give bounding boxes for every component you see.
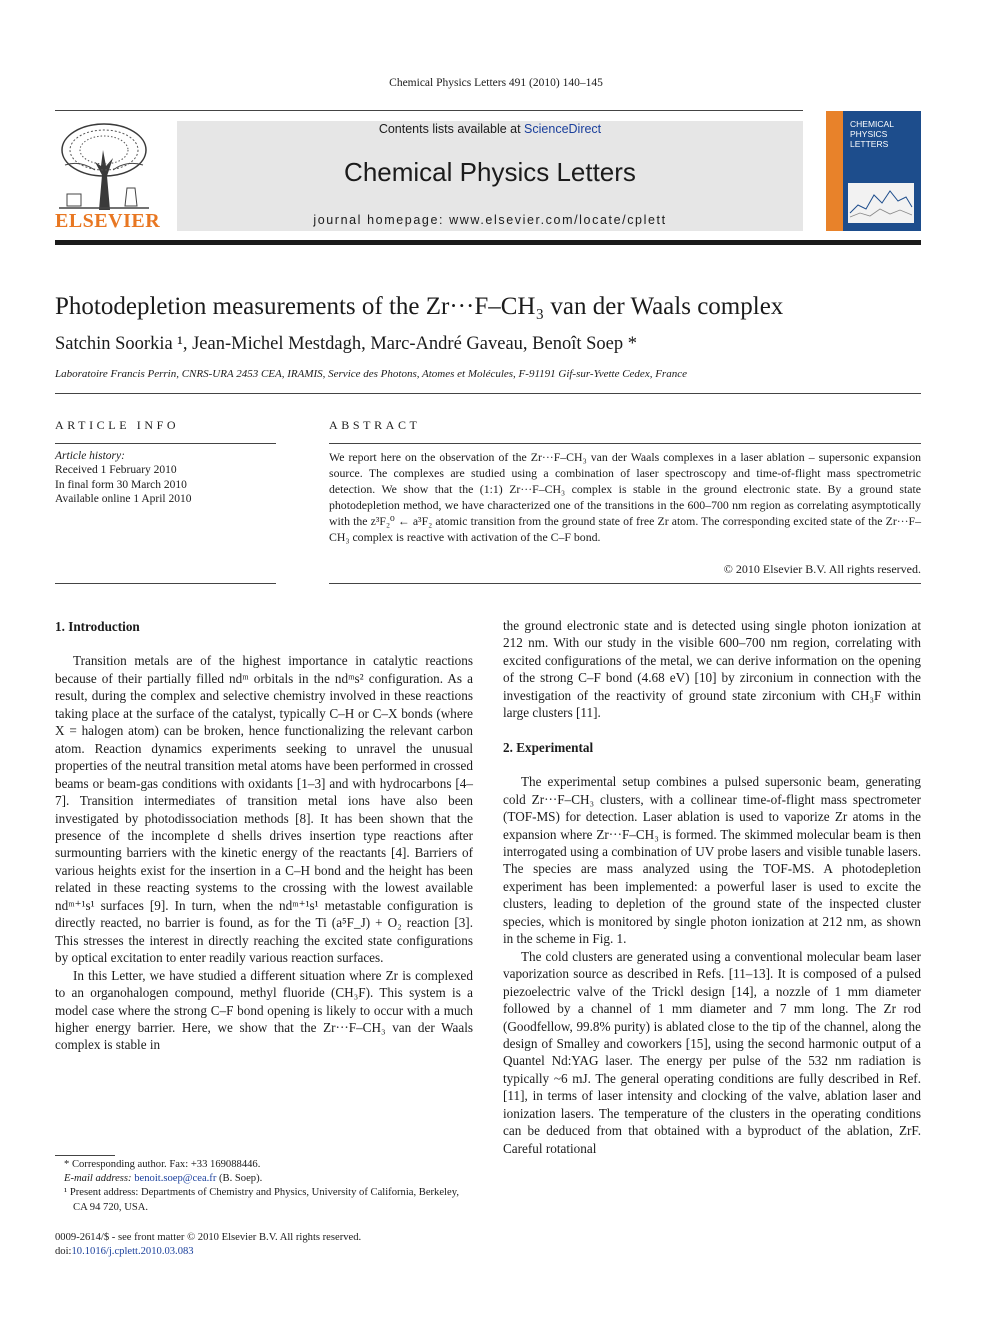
abstract-heading: ABSTRACT xyxy=(329,418,421,432)
footnotes xyxy=(55,1158,473,1215)
cover-graph-icon xyxy=(848,183,914,223)
paragraph: The cold clusters are generated using a conventional molecular beam laser vaporization source as described in Refs. [11–13]. It is composed of a pulsed piezoelectric valve of the Trickl design [14], a nozzle of 1 mm diameter followed by a channel of 1 mm diameter and 7 mm long. The Zr rod (Goodfellow, 99.8% purity) is ablated close to the tip of the channel, along the design of Smalley and coworkers [15], using the second harmonic output of a Quantel Nd:YAG laser. The energy per pulse of the 532 nm radiation is typically ~6 mJ. The general operating conditions are fully described in Ref. [11], in terms of laser intensity and clocking of the valve, ablation laser and ionization lasers. The temperature of the clusters in the operating conditions can be deduced from that obtained with a byproduct of the ablation, ZrF. Careful rotational xyxy=(503,948,921,1156)
journal-citation: Chemical Physics Letters 491 (2010) 140–145 xyxy=(389,77,603,89)
elsevier-wordmark: ELSEVIER xyxy=(55,210,161,232)
footnote-rule xyxy=(55,1155,115,1156)
elsevier-logo[interactable] xyxy=(55,120,161,232)
email-link[interactable]: benoit.soep@cea.fr xyxy=(134,1173,217,1185)
contents-line xyxy=(177,121,803,137)
paragraph: the ground electronic state and is detected using single photon ionization at 212 nm. With our study in the visible 600–700 nm region, correlating with excited configurations of the metal, we can derive information on the opening of the strong C–F bond (4.68 eV) [10] by zirconium in connection with the investigation of the reactivity of ground state zirconium with CH₃F within large clusters [11]. xyxy=(503,618,921,721)
doi-line xyxy=(55,1245,361,1259)
doi-link[interactable]: 10.1016/j.cplett.2010.03.083 xyxy=(71,1246,194,1258)
abstract-copyright: © 2010 Elsevier B.V. All rights reserved. xyxy=(723,562,921,576)
history-online: Available online 1 April 2010 xyxy=(55,492,192,505)
abstract-rule xyxy=(329,443,921,444)
doi-label: doi: xyxy=(55,1246,72,1258)
body-left-column xyxy=(55,618,473,1054)
cover-figure xyxy=(848,183,914,223)
section-heading: 2. Experimental xyxy=(503,739,594,755)
history-label: Article history: xyxy=(55,450,125,462)
homepage-link[interactable]: www.elsevier.com/locate/cplett xyxy=(449,213,667,227)
sciencedirect-link[interactable]: ScienceDirect xyxy=(524,122,602,136)
history-received: Received 1 February 2010 xyxy=(55,464,177,477)
homepage-line xyxy=(177,213,803,227)
body-right-column xyxy=(503,617,921,1157)
email-label: E-mail address: xyxy=(64,1173,135,1185)
abstract-rule xyxy=(329,583,921,584)
section-heading: 1. Introduction xyxy=(55,619,140,634)
header-rule xyxy=(55,110,803,111)
homepage-label: journal homepage: xyxy=(313,213,450,227)
journal-banner xyxy=(177,121,803,231)
cover-title-line: CHEMICAL xyxy=(850,119,894,129)
footnote-email xyxy=(55,1172,473,1186)
email-suffix: (B. Soep). xyxy=(216,1173,263,1185)
journal-name: Chemical Physics Letters xyxy=(344,157,636,187)
paragraph: The experimental setup combines a pulsed supersonic beam, generating cold Zr···F–CH₃ clusters, with a collinear time-of-flight mass spectrometer (TOF-MS) for detection. Laser ablation is used to vaporize Zr atoms in the expansion where Zr···F–CH₃ is formed. The skimmed molecular beam is then interrogated using a combination of UV probe lasers and visible tunable lasers. The species are mass analyzed using the TOF-MS. A photodepletion experiment has been implemented: a powerful laser is used to excite the clusters, leading to depletion of the ground state of the inspected cluster species, which is monitored by single photon ionization at 212 nm, as shown in the scheme in Fig. 1. xyxy=(503,774,921,947)
affiliation: Laboratoire Francis Perrin, CNRS-URA 2453 CEA, IRAMIS, Service des Photons, Atomes et Molécules, F-91191 Gif-sur-Yvette Cedex, France xyxy=(55,368,687,380)
issn-line: 0009-2614/$ - see front matter © 2010 Elsevier B.V. All rights reserved. xyxy=(55,1232,362,1243)
article-info-rule xyxy=(55,443,276,444)
cover-band xyxy=(826,111,843,231)
abstract-text: We report here on the observation of the Zr···F–CH₃ van der Waals complexes in a laser ablation – supersonic expansion source. The complexes are studied using a combination of laser spectroscopy and time-of-flight mass spectrometric detection. We show that the (1:1) Zr···F–CH₃ complex is stable in the ground electronic state. By a ground state photodepletion method, we have characterized one of the transitions in the 600–700 nm region as correlating asymptotically with the z³F₂⁰ ← a³F₂ atomic transition from the ground state of free Zr atom. The corresponding excited state of the Zr···F–CH₃ complex is reactive with activation of the C–F bond. xyxy=(329,450,921,544)
footnote-present-address: ¹ Present address: Departments of Chemistry and Physics, University of California, Berkeley, CA 94 720, USA. xyxy=(64,1187,459,1213)
article-title: Photodepletion measurements of the Zr···F–CH₃ van der Waals complex xyxy=(55,293,784,320)
paragraph: Transition metals are of the highest importance in catalytic reactions because of their partially filled ndᵐ orbitals in the ndᵐs² configuration. As a result, during the complex and selective chemistry involved in these reactions taking place at the surface of the catalyst, typically C–H or C–X bonds (where X = halogen atom) can be broken, hence functionalizing the relevant carbon atom. Reaction dynamics experiments seeking to unravel the unusual properties of the neutral transition metal atoms have been performed in crossed beams or beam-gas conditions with oxidants [1–3] and with hydrocarbons [4–7]. Transition intermediates of transition metal ions have also been investigated by photodissociation methods [8]. It has been shown that the presence of the incomplete d shells drives insertion type reactions after surmounting barriers with the kinetic energy of the reactants [4]. Barriers of various heights exist for the insertion in a C–H bond and the height has been related in these reacting systems to the crossing with the lowest available ndᵐ⁺¹s¹ surfaces [9]. In turn, when the ndᵐ⁺¹s¹ metastable configuration is directly reacted, no barrier is found, as for the Ti (a⁵F_J) + O₂ reaction [3]. This stresses the interest in directly reaching the excited state configurations by optical excitation to enter readily various reaction surfaces. xyxy=(55,653,473,966)
author-list: Satchin Soorkia ¹, Jean-Michel Mestdagh, Marc-André Gaveau, Benoît Soep * xyxy=(55,334,637,354)
front-matter xyxy=(55,1231,361,1259)
footnote-corresponding: * Corresponding author. Fax: +33 169088446. xyxy=(64,1159,261,1170)
article-history xyxy=(55,449,191,506)
cover-title-line: PHYSICS xyxy=(850,129,888,139)
elsevier-tree-icon xyxy=(55,120,153,212)
article-info-rule xyxy=(55,583,276,584)
article-info-heading: ARTICLE INFO xyxy=(55,418,180,432)
title-rule xyxy=(55,393,921,394)
contents-prefix: Contents lists available at xyxy=(378,122,525,136)
paragraph: In this Letter, we have studied a different situation where Zr is complexed to an organohalogen compound, methyl fluoride (CH₃F). This system is a model case where the strong C–F bond opening is likely to occur with a much higher energy barrier. Here, we show that the Zr···F–CH₃ van der Waals complex is stable in xyxy=(55,967,473,1053)
history-revised: In final form 30 March 2010 xyxy=(55,478,187,491)
header-thick-rule xyxy=(55,240,921,245)
cover-title-line: LETTERS xyxy=(850,139,889,149)
journal-cover[interactable] xyxy=(826,111,921,231)
